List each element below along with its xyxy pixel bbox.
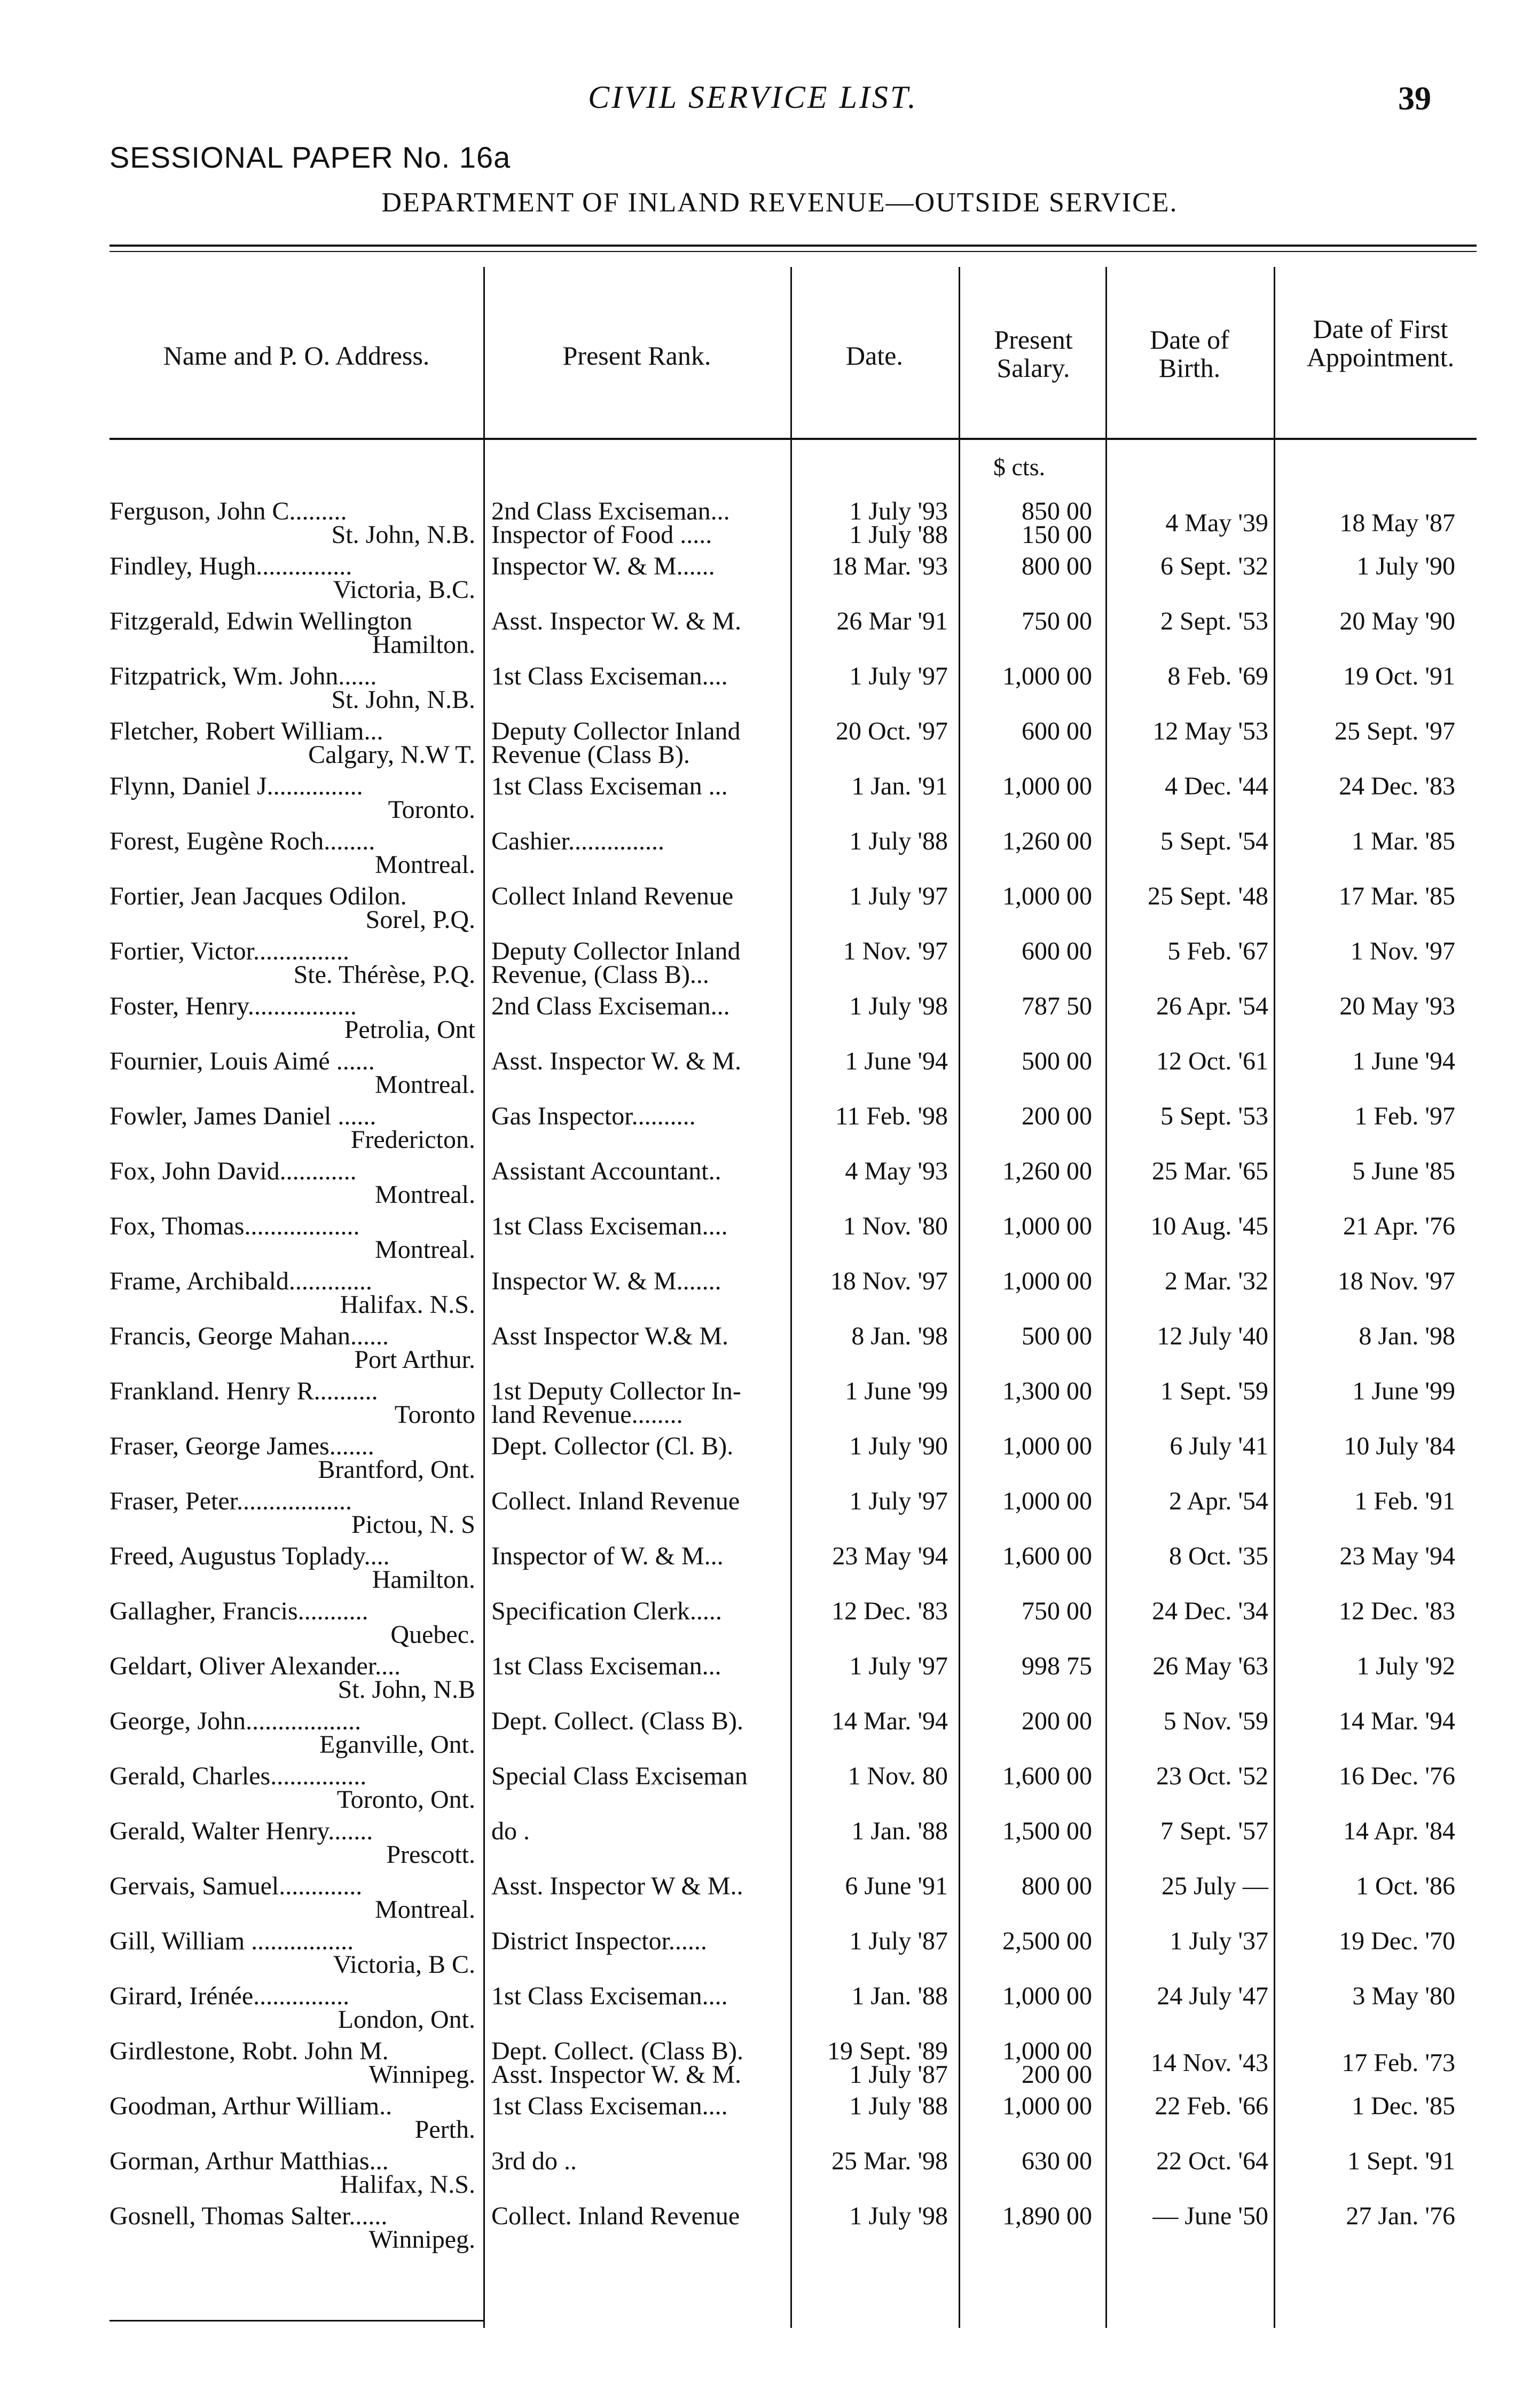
entry-first-appointment: 19 Oct. '91 — [1343, 662, 1455, 690]
entry-salary: 750 00 — [1022, 1597, 1092, 1625]
entry-birth-date: 8 Feb. '69 — [1167, 662, 1268, 690]
column-divider — [483, 267, 485, 2328]
entry-rank: Asst Inspector W.& M. — [491, 1322, 728, 1350]
entry-address: St. John, N.B. — [331, 686, 475, 714]
entry-rank: Inspector of W. & M... — [491, 1542, 724, 1570]
entry-date: 1 July '97 — [849, 662, 948, 690]
entry-address: Halifax. N.S. — [340, 1290, 475, 1319]
entry-name: Fox, John David............ — [109, 1157, 357, 1185]
entry-first-appointment: 24 Dec. '83 — [1339, 772, 1455, 800]
entry-date: 1 Jan. '88 — [851, 1817, 948, 1845]
bottom-rule — [109, 2320, 483, 2322]
entry-rank: 1st Class Exciseman ... — [491, 772, 728, 800]
entry-date: 1 Nov. '80 — [843, 1212, 948, 1240]
entry-salary: 600 00 — [1022, 937, 1092, 965]
entry-birth-date: 2 Mar. '32 — [1165, 1267, 1268, 1295]
entry-date: 23 May '94 — [832, 1542, 948, 1570]
entry-first-appointment: 1 July '90 — [1356, 552, 1455, 580]
entry-birth-date: 5 Nov. '59 — [1163, 1707, 1268, 1735]
entry-address: Montreal. — [375, 1071, 475, 1099]
entry-address: Sorel, P.Q. — [365, 906, 475, 934]
entry-date: 1 July '93 — [849, 497, 948, 525]
entry-first-appointment: 19 Dec. '70 — [1339, 1927, 1455, 1955]
entry-date: 1 Nov. '97 — [843, 937, 948, 965]
entry-salary: 750 00 — [1022, 607, 1092, 635]
entry-salary: 1,000 00 — [1002, 882, 1092, 910]
entry-salary: 200 00 — [1022, 1707, 1092, 1735]
entry-first-appointment: 1 June '99 — [1352, 1377, 1455, 1405]
entry-date: 1 June '94 — [845, 1047, 948, 1075]
entry-address: Pictou, N. S — [351, 1510, 475, 1539]
entry-first-appointment: 8 Jan. '98 — [1359, 1322, 1455, 1350]
entry-rank: 2nd Class Exciseman... — [491, 992, 730, 1020]
entry-first-appointment: 1 June '94 — [1352, 1047, 1455, 1075]
entry-address: Quebec. — [390, 1620, 475, 1649]
entry-birth-date: 24 July '47 — [1157, 1982, 1268, 2010]
entry-first-appointment: 20 May '93 — [1339, 992, 1455, 1020]
entry-first-appointment: 23 May '94 — [1339, 1542, 1455, 1570]
entry-birth-date: 12 Oct. '61 — [1156, 1047, 1268, 1075]
entry-birth-date: 6 Sept. '32 — [1160, 552, 1268, 580]
entry-date: 18 Nov. '97 — [830, 1267, 948, 1295]
entry-address: Prescott. — [386, 1840, 475, 1869]
top-rule — [109, 245, 1477, 247]
column-header-salary: Present Salary. — [994, 325, 1073, 383]
column-header-name: Name and P. O. Address. — [163, 341, 430, 371]
entry-address: Hamilton. — [372, 631, 475, 659]
entry-date: 25 Mar. '98 — [831, 2147, 948, 2175]
entry-rank: do . — [491, 1817, 530, 1845]
entry-rank: 1st Class Exciseman.... — [491, 1212, 728, 1240]
entry-rank: Dept. Collect. (Class B). — [491, 2037, 743, 2065]
entry-salary: 1,000 00 — [1002, 1487, 1092, 1515]
entry-name: Fraser, George James....... — [109, 1432, 374, 1460]
column-divider — [959, 267, 960, 2328]
entry-address: Fredericton. — [350, 1126, 475, 1154]
entry-salary: 1,000 00 — [1002, 1267, 1092, 1295]
entry-address: London, Ont. — [338, 2005, 475, 2034]
entry-salary: 630 00 — [1022, 2147, 1092, 2175]
entry-first-appointment: 18 May '87 — [1339, 509, 1455, 537]
entry-name: Flynn, Daniel J............... — [109, 772, 363, 800]
entry-birth-date: 4 May '39 — [1165, 509, 1268, 537]
entry-date: 11 Feb. '98 — [835, 1102, 948, 1130]
entry-first-appointment: 12 Dec. '83 — [1339, 1597, 1455, 1625]
entry-name: Fitzpatrick, Wm. John...... — [109, 662, 377, 690]
entry-name: Fortier, Victor............... — [109, 937, 349, 965]
entry-rank: Deputy Collector Inland — [491, 937, 741, 965]
entry-date: 1 Nov. 80 — [848, 1762, 948, 1790]
entry-first-appointment: 1 Oct. '86 — [1356, 1872, 1455, 1900]
entry-name: Fortier, Jean Jacques Odilon. — [109, 882, 407, 910]
entry-address: Montreal. — [375, 851, 475, 879]
header-rule — [109, 438, 1477, 440]
entry-date: 20 Oct. '97 — [836, 717, 948, 745]
entry-salary: 2,500 00 — [1002, 1927, 1092, 1955]
entry-salary: 1,000 00 — [1002, 772, 1092, 800]
entry-date: 6 June '91 — [845, 1872, 948, 1900]
entry-address: Victoria, B.C. — [333, 576, 475, 604]
entry-date: 1 July '97 — [849, 1652, 948, 1680]
entry-name: Frankland. Henry R.......... — [109, 1377, 378, 1405]
entry-date: 1 July '90 — [849, 1432, 948, 1460]
entry-name: Francis, George Mahan...... — [109, 1322, 389, 1350]
entry-rank: 2nd Class Exciseman... — [491, 497, 730, 525]
entry-date: 1 July '87 — [849, 1927, 948, 1955]
entry-name: Gerald, Charles............... — [109, 1762, 367, 1790]
entry-name: Fox, Thomas.................. — [109, 1212, 360, 1240]
entry-name: Fournier, Louis Aimé ...... — [109, 1047, 375, 1075]
entry-rank: Collect. Inland Revenue — [491, 2202, 740, 2230]
entry-address: Ste. Thérèse, P.Q. — [293, 961, 475, 989]
entry-date: 1 Jan. '91 — [851, 772, 948, 800]
entry-birth-date: 10 Aug. '45 — [1150, 1212, 1268, 1240]
entry-rank-secondary: Asst. Inspector W. & M. — [491, 2060, 741, 2089]
entry-rank: Specification Clerk..... — [491, 1597, 722, 1625]
running-title: CIVIL SERVICE LIST. — [588, 80, 918, 115]
entry-salary: 1,000 00 — [1002, 1432, 1092, 1460]
entry-first-appointment: 3 May '80 — [1352, 1982, 1455, 2010]
entry-first-appointment: 5 June '85 — [1352, 1157, 1455, 1185]
entry-name: Goodman, Arthur William.. — [109, 2092, 393, 2120]
entry-name: Girard, Irénée............... — [109, 1982, 350, 2010]
entry-name: Findley, Hugh............... — [109, 552, 352, 580]
entry-birth-date: 4 Dec. '44 — [1165, 772, 1268, 800]
entry-first-appointment: 21 Apr. '76 — [1343, 1212, 1455, 1240]
entry-name: Fletcher, Robert William... — [109, 717, 383, 745]
department-title: DEPARTMENT OF INLAND REVENUE—OUTSIDE SERVICE. — [381, 187, 1178, 218]
entry-salary: 1,260 00 — [1002, 1157, 1092, 1185]
entry-date: 1 July '98 — [849, 2202, 948, 2230]
column-divider — [1274, 267, 1275, 2328]
entry-name: Foster, Henry................. — [109, 992, 357, 1020]
entry-birth-date: 22 Feb. '66 — [1155, 2092, 1268, 2120]
entry-address: Toronto. — [388, 796, 475, 824]
entry-date-secondary: 1 July '87 — [849, 2060, 948, 2089]
column-header-first-appointment: Date of First Appointment. — [1306, 314, 1455, 372]
entry-birth-date: 1 Sept. '59 — [1160, 1377, 1268, 1405]
entry-address: Montreal. — [375, 1236, 475, 1264]
entry-birth-date: 5 Sept. '54 — [1160, 827, 1268, 855]
entry-rank-secondary: Revenue (Class B). — [491, 741, 690, 769]
entry-name: Freed, Augustus Toplady.... — [109, 1542, 390, 1570]
entry-rank-secondary: Inspector of Food ..... — [491, 521, 712, 549]
entry-salary: 500 00 — [1022, 1322, 1092, 1350]
entry-address: Winnipeg. — [368, 2225, 475, 2254]
entry-address: Brantford, Ont. — [318, 1455, 475, 1484]
entry-address: Eganville, Ont. — [319, 1730, 475, 1759]
entry-rank: Collect. Inland Revenue — [491, 1487, 740, 1515]
entry-date-secondary: 1 July '88 — [849, 521, 948, 549]
entry-first-appointment: 17 Mar. '85 — [1339, 882, 1455, 910]
entry-name: Forest, Eugène Roch........ — [109, 827, 375, 855]
entry-first-appointment: 20 May '90 — [1339, 607, 1455, 635]
entry-date: 18 Mar. '93 — [831, 552, 948, 580]
entry-first-appointment: 27 Jan. '76 — [1346, 2202, 1455, 2230]
entry-rank: Special Class Exciseman — [491, 1762, 748, 1790]
entry-salary: 1,600 00 — [1002, 1542, 1092, 1570]
entry-date: 1 June '99 — [845, 1377, 948, 1405]
entry-name: Girdlestone, Robt. John M. — [109, 2037, 389, 2065]
top-rule-thin — [109, 251, 1477, 252]
entry-name: Ferguson, John C......... — [109, 497, 347, 525]
entry-birth-date: 5 Sept. '53 — [1160, 1102, 1268, 1130]
entry-rank: 1st Class Exciseman... — [491, 1652, 721, 1680]
entry-first-appointment: 1 Mar. '85 — [1352, 827, 1455, 855]
entry-birth-date: 8 Oct. '35 — [1169, 1542, 1268, 1570]
entry-date: 26 Mar '91 — [836, 607, 948, 635]
entry-first-appointment: 10 July '84 — [1344, 1432, 1455, 1460]
entry-birth-date: 6 July '41 — [1170, 1432, 1268, 1460]
entry-first-appointment: 1 Feb. '97 — [1354, 1102, 1455, 1130]
entry-first-appointment: 1 July '92 — [1356, 1652, 1455, 1680]
entry-salary: 850 00 — [1022, 497, 1092, 525]
entry-name: Fowler, James Daniel ...... — [109, 1102, 376, 1130]
entry-rank: 1st Class Exciseman.... — [491, 662, 728, 690]
entry-address: St. John, N.B — [338, 1675, 475, 1704]
entry-salary: 200 00 — [1022, 1102, 1092, 1130]
entry-name: Gallagher, Francis........... — [109, 1597, 368, 1625]
entry-salary: 500 00 — [1022, 1047, 1092, 1075]
entry-salary: 1,260 00 — [1002, 827, 1092, 855]
entry-date: 12 Dec. '83 — [831, 1597, 948, 1625]
sessional-paper: SESSIONAL PAPER No. 16a — [109, 140, 511, 174]
entry-address: Port Arthur. — [354, 1345, 475, 1374]
entry-name: Fitzgerald, Edwin Wellington — [109, 607, 413, 635]
entry-rank: 1st Class Exciseman.... — [491, 2092, 728, 2120]
entry-date: 14 Mar. '94 — [831, 1707, 948, 1735]
entry-address: Toronto, Ont. — [336, 1785, 475, 1814]
entry-birth-date: 26 Apr. '54 — [1156, 992, 1268, 1020]
salary-units: $ cts. — [993, 453, 1046, 481]
column-header-date: Date. — [846, 341, 903, 371]
entry-salary: 1,500 00 — [1002, 1817, 1092, 1845]
entry-salary: 1,000 00 — [1002, 1982, 1092, 2010]
entry-birth-date: 1 July '37 — [1170, 1927, 1268, 1955]
entry-rank-secondary: Revenue, (Class B)... — [491, 961, 709, 989]
entry-date: 1 Jan. '88 — [851, 1982, 948, 2010]
entry-salary: 1,000 00 — [1002, 2092, 1092, 2120]
column-divider — [790, 267, 792, 2328]
entry-birth-date: 14 Nov. '43 — [1150, 2049, 1268, 2077]
entry-salary-secondary: 200 00 — [1022, 2060, 1092, 2089]
entry-rank-secondary: land Revenue........ — [491, 1400, 683, 1429]
entry-first-appointment: 14 Apr. '84 — [1343, 1817, 1455, 1845]
entry-date: 19 Sept. '89 — [827, 2037, 948, 2065]
entry-first-appointment: 1 Nov. '97 — [1350, 937, 1455, 965]
entry-rank: Inspector W. & M...... — [491, 552, 715, 580]
entry-rank: Asst. Inspector W. & M. — [491, 607, 741, 635]
entry-name: Gerald, Walter Henry....... — [109, 1817, 373, 1845]
entry-address: St. John, N.B. — [331, 521, 475, 549]
entry-address: Montreal. — [375, 1181, 475, 1209]
entry-salary: 600 00 — [1022, 717, 1092, 745]
entry-rank: Cashier............... — [491, 827, 664, 855]
entry-first-appointment: 16 Dec. '76 — [1339, 1762, 1455, 1790]
entry-address: Winnipeg. — [368, 2060, 475, 2089]
entry-date: 1 July '88 — [849, 2092, 948, 2120]
entry-rank: Deputy Collector Inland — [491, 717, 741, 745]
entry-rank: 1st Deputy Collector In- — [491, 1377, 741, 1405]
entry-date: 1 July '97 — [849, 1487, 948, 1515]
entry-name: George, John.................. — [109, 1707, 362, 1735]
entry-rank: Inspector W. & M....... — [491, 1267, 721, 1295]
entry-first-appointment: 17 Feb. '73 — [1341, 2049, 1455, 2077]
entry-date: 8 Jan. '98 — [851, 1322, 948, 1350]
entry-salary: 1,600 00 — [1002, 1762, 1092, 1790]
entry-salary: 1,000 00 — [1002, 662, 1092, 690]
entry-birth-date: 2 Apr. '54 — [1169, 1487, 1268, 1515]
entry-salary: 800 00 — [1022, 1872, 1092, 1900]
entry-birth-date: 12 May '53 — [1152, 717, 1268, 745]
entry-salary-secondary: 150 00 — [1022, 521, 1092, 549]
entry-address: Perth. — [414, 2115, 475, 2144]
entry-rank: 3rd do .. — [491, 2147, 577, 2175]
entry-salary: 800 00 — [1022, 552, 1092, 580]
entry-birth-date: 5 Feb. '67 — [1167, 937, 1268, 965]
entry-rank: 1st Class Exciseman.... — [491, 1982, 728, 2010]
entry-first-appointment: 1 Sept. '91 — [1347, 2147, 1455, 2175]
entry-salary: 1,000 00 — [1002, 2037, 1092, 2065]
entry-name: Gervais, Samuel............. — [109, 1872, 363, 1900]
entry-salary: 1,890 00 — [1002, 2202, 1092, 2230]
entry-name: Fraser, Peter.................. — [109, 1487, 352, 1515]
entry-address: Toronto — [394, 1400, 475, 1429]
entry-rank: Asst. Inspector W & M.. — [491, 1872, 743, 1900]
entry-first-appointment: 14 Mar. '94 — [1339, 1707, 1455, 1735]
entry-birth-date: — June '50 — [1152, 2202, 1268, 2230]
entry-name: Gill, William ................ — [109, 1927, 354, 1955]
column-header-rank: Present Rank. — [562, 341, 711, 371]
entry-date: 1 July '98 — [849, 992, 948, 1020]
entry-first-appointment: 18 Nov. '97 — [1337, 1267, 1455, 1295]
entry-birth-date: 12 July '40 — [1157, 1322, 1268, 1350]
entry-name: Frame, Archibald............. — [109, 1267, 372, 1295]
entry-date: 1 July '88 — [849, 827, 948, 855]
entry-birth-date: 25 Mar. '65 — [1152, 1157, 1268, 1185]
entry-birth-date: 25 July — — [1161, 1872, 1268, 1900]
entry-address: Calgary, N.W T. — [308, 741, 475, 769]
entry-rank: District Inspector...... — [491, 1927, 707, 1955]
entry-rank: Gas Inspector.......... — [491, 1102, 696, 1130]
entry-rank: Asst. Inspector W. & M. — [491, 1047, 741, 1075]
entry-birth-date: 24 Dec. '34 — [1152, 1597, 1268, 1625]
entry-name: Gorman, Arthur Matthias... — [109, 2147, 389, 2175]
entry-rank: Dept. Collector (Cl. B). — [491, 1432, 734, 1460]
entry-birth-date: 25 Sept. '48 — [1148, 882, 1268, 910]
entry-first-appointment: 25 Sept. '97 — [1335, 717, 1455, 745]
entry-first-appointment: 1 Dec. '85 — [1352, 2092, 1455, 2120]
column-divider — [1105, 267, 1107, 2328]
entry-name: Gosnell, Thomas Salter...... — [109, 2202, 388, 2230]
entry-birth-date: 22 Oct. '64 — [1156, 2147, 1268, 2175]
entry-birth-date: 26 May '63 — [1152, 1652, 1268, 1680]
column-header-birth: Date of Birth. — [1150, 325, 1229, 383]
entry-address: Victoria, B C. — [333, 1950, 475, 1979]
entry-birth-date: 2 Sept. '53 — [1160, 607, 1268, 635]
entry-birth-date: 7 Sept. '57 — [1160, 1817, 1268, 1845]
entry-name: Geldart, Oliver Alexander.... — [109, 1652, 401, 1680]
entry-salary: 1,300 00 — [1002, 1377, 1092, 1405]
entry-address: Halifax, N.S. — [340, 2170, 475, 2199]
entry-address: Hamilton. — [372, 1565, 475, 1594]
page-number: 39 — [1398, 81, 1431, 117]
entry-rank: Dept. Collect. (Class B). — [491, 1707, 743, 1735]
entry-birth-date: 23 Oct. '52 — [1156, 1762, 1268, 1790]
entry-rank: Assistant Accountant.. — [491, 1157, 721, 1185]
entry-address: Petrolia, Ont — [344, 1016, 475, 1044]
entry-address: Montreal. — [375, 1895, 475, 1924]
entry-date: 1 July '97 — [849, 882, 948, 910]
entry-first-appointment: 1 Feb. '91 — [1354, 1487, 1455, 1515]
entry-salary: 787 50 — [1022, 992, 1092, 1020]
entry-salary: 1,000 00 — [1002, 1212, 1092, 1240]
entry-rank: Collect Inland Revenue — [491, 882, 734, 910]
entry-salary: 998 75 — [1022, 1652, 1092, 1680]
entry-date: 4 May '93 — [845, 1157, 948, 1185]
